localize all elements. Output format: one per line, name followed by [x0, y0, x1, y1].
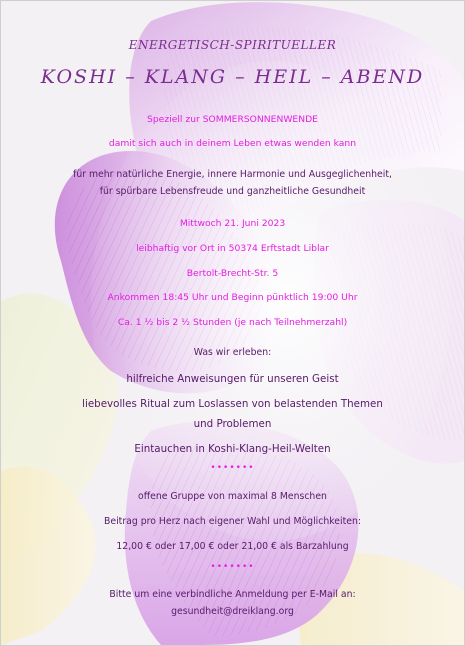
- separator-dots: •••••••: [210, 463, 255, 473]
- registration-request: Bitte um eine verbindliche Anmeldung per E-Mail an:: [109, 589, 356, 600]
- program-item-2-line-1: liebevolles Ritual zum Loslassen von belastenden Themen: [82, 398, 383, 410]
- occasion-line: Speziell zur SOMMERSONNENWENDE: [147, 114, 318, 125]
- event-street: Bertolt-Brecht-Str. 5: [186, 268, 279, 279]
- tagline: damit sich auch in deinem Leben etwas wenden kann: [108, 138, 357, 149]
- group-size: offene Gruppe von maximal 8 Menschen: [138, 491, 327, 502]
- program-heading: Was wir erleben:: [193, 347, 272, 358]
- program-item-2-line-2: und Problemen: [193, 418, 272, 430]
- benefits-line-2: für spürbare Lebensfreude und ganzheitliche Gesundheit: [99, 186, 366, 197]
- event-duration: Ca. 1 ½ bis 2 ½ Stunden (je nach Teilnehmerzahl): [117, 317, 348, 328]
- prices: 12,00 € oder 17,00 € oder 21,00 € als Barzahlung: [116, 541, 349, 552]
- event-location: leibhaftig vor Ort in 50374 Erftstadt Liblar: [136, 243, 329, 254]
- contribution-info: Beitrag pro Herz nach eigener Wahl und Möglichkeiten:: [104, 516, 361, 527]
- event-time: Ankommen 18:45 Uhr und Beginn pünktlich 19:00 Uhr: [107, 292, 358, 303]
- event-date: Mittwoch 21. Juni 2023: [179, 218, 286, 229]
- pre-title: ENERGETISCH-SPIRITUELLER: [128, 38, 337, 52]
- program-item-3: Eintauchen in Koshi-Klang-Heil-Welten: [134, 443, 331, 455]
- flyer-text: [1, 1, 464, 645]
- benefits-line-1: für mehr natürliche Energie, innere Harmonie und Ausgeglichenheit,: [73, 169, 392, 180]
- program-item-1: hilfreiche Anweisungen für unseren Geist: [126, 373, 339, 385]
- registration-email: gesundheit@dreiklang.org: [171, 606, 294, 617]
- page-title: KOSHI – KLANG – HEIL – ABEND: [40, 66, 425, 88]
- separator-dots: •••••••: [210, 562, 255, 572]
